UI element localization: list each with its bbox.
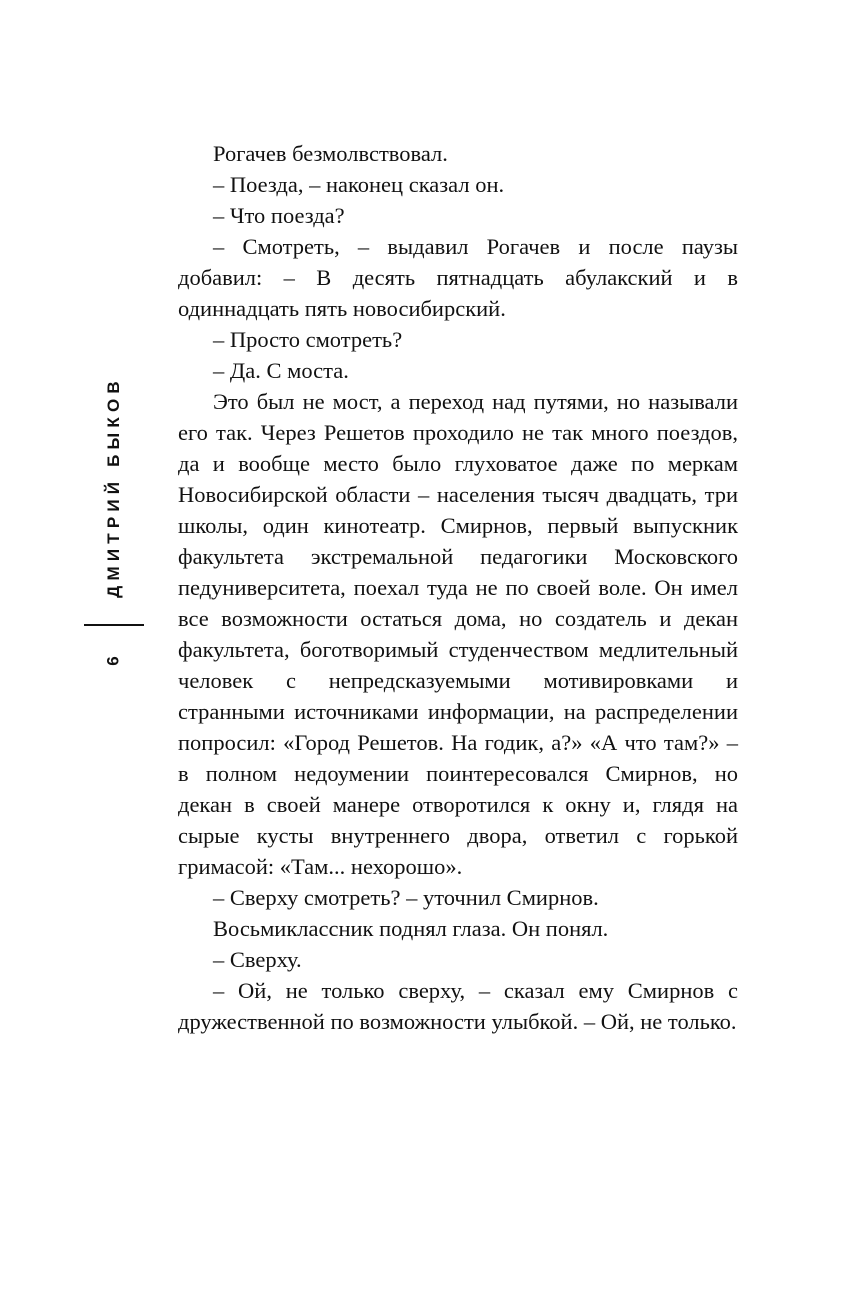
paragraph: – Что поезда? bbox=[213, 203, 345, 228]
paragraph: – Смотреть, – выдавил Рогачев и после паузы добавил: – В десять пятнадцать абулакский и в одиннадцать пять новосибирский. bbox=[178, 234, 738, 321]
page-number-text: 6 bbox=[104, 656, 123, 666]
paragraph: – Поезда, – наконец сказал он. bbox=[213, 172, 505, 197]
paragraph: – Сверху смотреть? – уточнил Смирнов. bbox=[213, 885, 599, 910]
page-number bbox=[103, 643, 125, 679]
body-text bbox=[178, 138, 738, 1037]
paragraph: Восьмиклассник поднял глаза. Он понял. bbox=[213, 916, 609, 941]
paragraph: – Ой, не только сверху, – сказал ему Смирнов с дружественной по возможности улыбкой. – Ой, не только. bbox=[178, 978, 738, 1034]
running-head-divider bbox=[84, 624, 144, 626]
paragraph: Рогачев безмолвствовал. bbox=[213, 141, 448, 166]
paragraph: – Да. С моста. bbox=[213, 358, 349, 383]
running-head-author bbox=[102, 376, 126, 598]
paragraph: – Сверху. bbox=[213, 947, 302, 972]
paragraph: Это был не мост, а переход над путями, но называли его так. Через Решетов проходило не так много поездов, да и вообще место было глуховатое даже по меркам Новосибирской области – населения тысяч двадцать, три школы, один кинотеатр. Смирнов, первый выпускник факультета экстремальной педагогики Московского педуниверситета, поехал туда не по своей воле. Он имел все возможности остаться дома, но создатель и декан факультета, боготворимый студенчеством медлительный человек с непредсказуемыми мотивировками и странными источниками информации, на распределении попросил: «Город Решетов. На годик, а?» «А что там?» – в полном недоумении поинтересовался Смирнов, но декан в своей манере отворотился к окну и, глядя на сырые кусты внутреннего двора, ответил с горькой гримасой: «Там... нехорошо». bbox=[178, 389, 738, 879]
author-name: ДМИТРИЙ БЫКОВ bbox=[104, 376, 123, 598]
paragraph: – Просто смотреть? bbox=[213, 327, 403, 352]
